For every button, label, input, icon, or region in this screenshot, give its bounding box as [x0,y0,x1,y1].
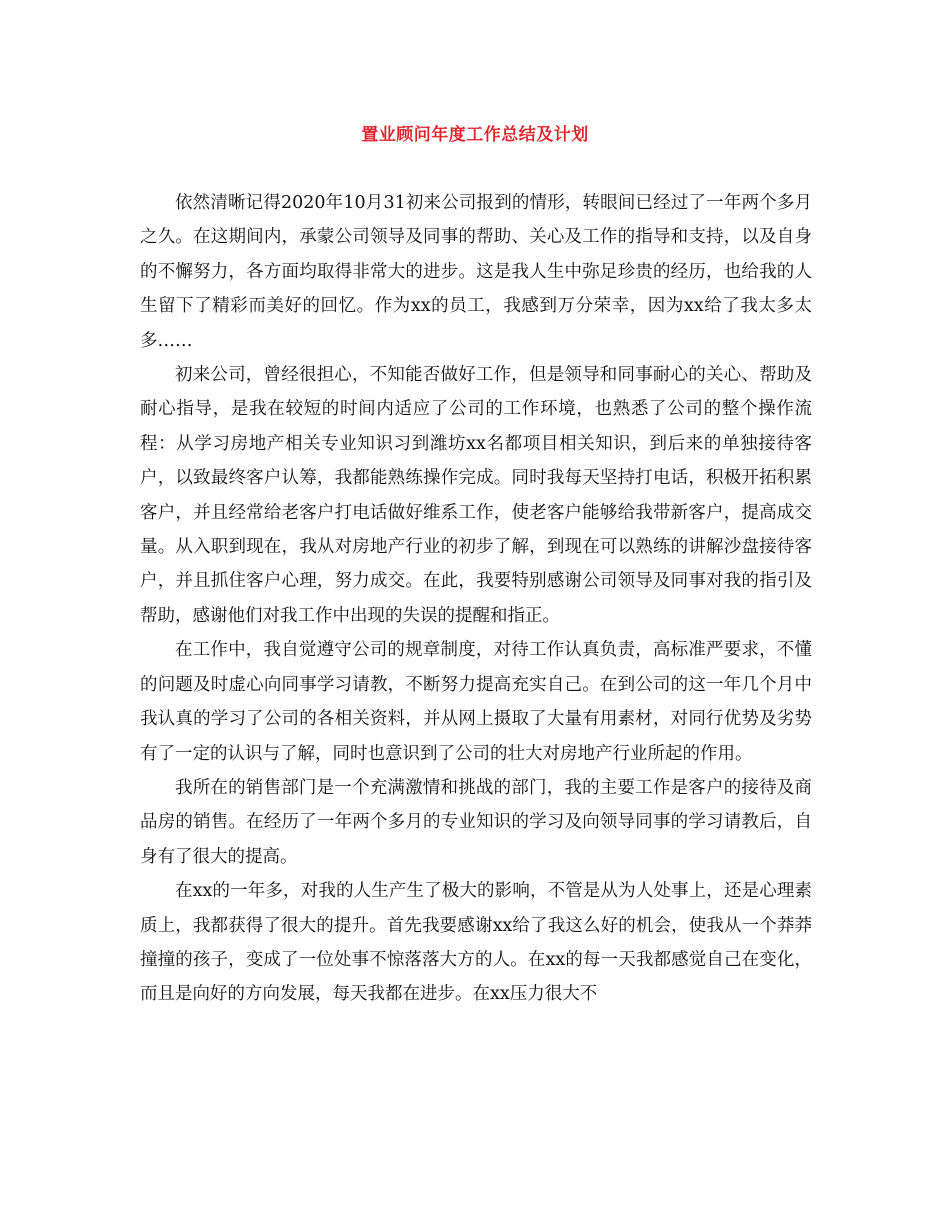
paragraph-2: 初来公司，曾经很担心，不知能否做好工作，但是领导和同事耐心的关心、帮助及耐心指导，是我在较短的时间内适应了公司的工作环境，也熟悉了公司的整个操作流程：从学习房地产相关专业知识习到潍坊xx名都项目相关知识，到后来的单独接待客户，以致最终客户认筹，我都能熟练操作完成。同时我每天坚持打电话，积极开拓积累客户，并且经常给老客户打电话做好维系工作，使老客户能够给我带新客户，提高成交量。从入职到现在，我从对房地产行业的初步了解，到现在可以熟练的讲解沙盘接待客户，并且抓住客户心理，努力成交。在此，我要特别感谢公司领导及同事对我的指引及帮助，感谢他们对我工作中出现的失误的提醒和指正。 [140,365,812,626]
paragraph-3: 在工作中，我自觉遵守公司的规章制度，对待工作认真负责，高标准严要求，不懂的问题及时虚心向同事学习请教，不断努力提高充实自己。在到公司的这一年几个月中我认真的学习了公司的各相关资料，并从网上摄取了大量有用素材，对同行优势及劣势有了一定的认识与了解，同时也意识到了公司的壮大对房地产行业所起的作用。 [140,640,812,764]
paragraph-1: 依然清晰记得2020年10月31初来公司报到的情形，转眼间已经过了一年两个多月之久。在这期间内，承蒙公司领导及同事的帮助、关心及工作的指导和支持，以及自身的不懈努力，各方面均取得非常大的进步。这是我人生中弥足珍贵的经历，也给我的人生留下了精彩而美好的回忆。作为xx的员工，我感到万分荣幸，因为xx给了我太多太多…… [140,193,812,351]
document-title: 置业顾问年度工作总结及计划 [361,125,589,145]
document-body [140,186,812,1012]
paragraph-4: 我所在的销售部门是一个充满激情和挑战的部门，我的主要工作是客户的接待及商品房的销售。在经历了一年两个多月的专业知识的学习及向领导同事的学习请教后，自身有了很大的提高。 [140,777,812,867]
paragraph-5: 在xx的一年多，对我的人生产生了极大的影响，不管是从为人处事上，还是心理素质上，我都获得了很大的提升。首先我要感谢xx给了我这么好的机会，使我从一个莽莽撞撞的孩子，变成了一位处事不惊落落大方的人。在xx的每一天我都感觉自己在变化，而且是向好的方向发展，每天我都在进步。在xx压力很大不 [140,881,812,1005]
